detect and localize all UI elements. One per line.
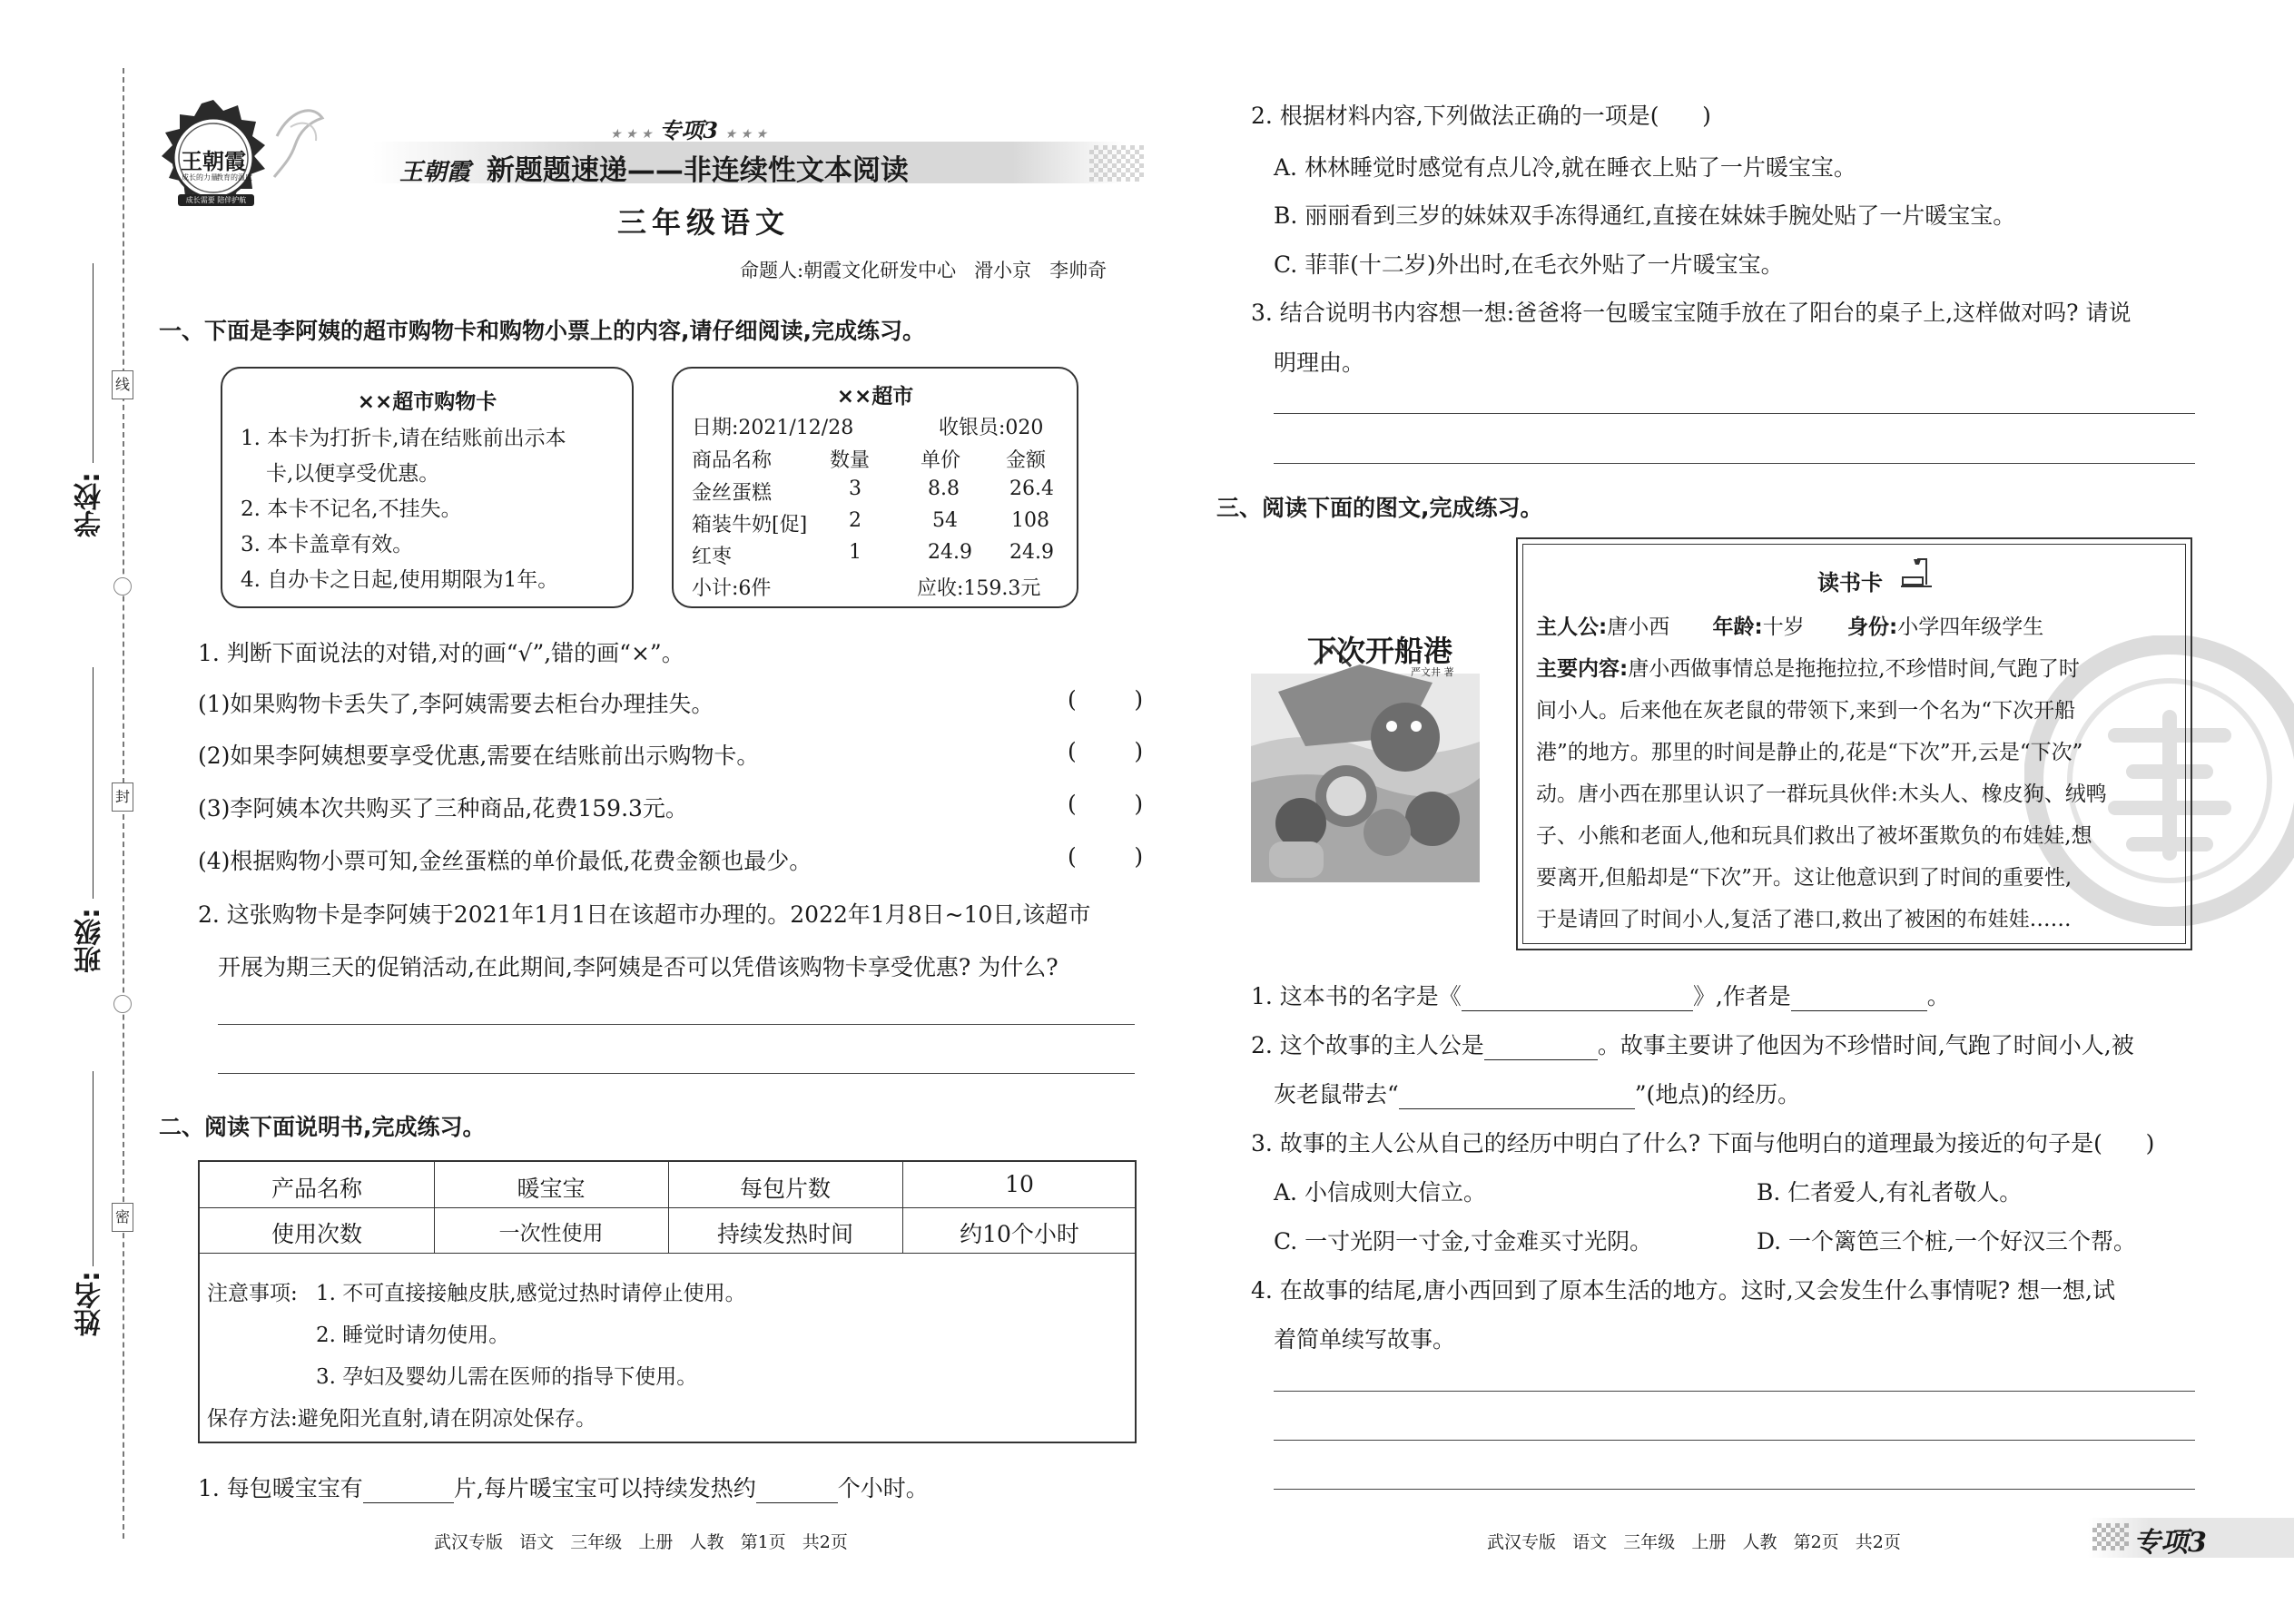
receipt-header: 单价 [921,449,961,472]
answer-line[interactable] [1274,1391,2195,1392]
binding-mark-secret: 密 [112,1203,133,1232]
card-item: 1. 本卡为打折卡,请在结账前出示本 [241,427,566,450]
page-title [399,147,909,188]
receipt-header: 数量 [830,449,871,472]
brand-logo [154,98,272,216]
table-cell: 10 [1005,1171,1034,1197]
school-underline[interactable] [93,263,94,463]
reading-card-content-line: 子、小熊和老面人,他和玩具们救出了被坏蛋欺负的布娃娃,想 [1536,824,2092,848]
lamp-icon [1899,554,1935,590]
ribbon-icon [272,100,327,182]
s3-question-3: 3. 故事的主人公从自己的经历中明白了什么? 下面与他明白的道理最为接近的句子是( ) [1251,1130,2155,1156]
answer-line[interactable] [1274,1440,2195,1441]
option: B. 仁者爱人,有礼者敬人。 [1757,1179,2023,1206]
school-label: 学校: [74,472,106,537]
table-row-divider [200,1207,1135,1208]
header-checker-decoration [1089,145,1144,182]
reading-card-meta: 主人公:唐小西 年龄:十岁 身份:小学四年级学生 [1536,615,2044,639]
binding-mark-line: 线 [112,370,133,399]
notes-label: 注意事项: [207,1282,298,1305]
book-cover-author: 严文井 著 [1411,666,1454,678]
receipt-cell: 红枣 [692,546,733,568]
answer-blank[interactable] [1399,1084,1635,1109]
receipt-cell: 3 [849,477,861,500]
binding-margin [0,0,163,1624]
reading-card-content-line: 于是请回了时间小人,复活了港口,救出了被困的布娃娃…… [1536,908,2072,931]
card-item: 卡,以便享受优惠。 [266,462,440,486]
reading-card-content-line: 港”的地方。那里的时间是静止的,花是“下次”开,云是“下次” [1536,741,2083,764]
brand-ribbon: 成长需要 陪伴护航 [178,194,254,206]
answer-line[interactable] [1274,1489,2195,1490]
footer-tag: 专项3 [2133,1527,2207,1559]
receipt-title: ××超市 [836,385,914,408]
instruction-table [198,1160,1137,1443]
card-item: 2. 本卡不记名,不挂失。 [241,497,462,521]
s1-q1-item: (1)如果购物卡丢失了,李阿姨需要去柜台办理挂失。 [198,691,714,717]
table-cell: 每包片数 [739,1176,831,1202]
option: C. 一寸光阴一寸金,寸金难买寸光阴。 [1274,1228,1653,1255]
reading-card-content: 主要内容:唐小西做事情总是拖拖拉拉,不珍惜时间,气跑了时 [1536,657,2080,681]
storage-method: 保存方法:避免阳光直射,请在阴凉处保存。 [207,1407,597,1431]
option: B. 丽丽看到三岁的妹妹双手冻得通红,直接在妹妹手腕处贴了一片暖宝宝。 [1274,202,2016,229]
receipt-cell: 1 [849,541,861,564]
receipt-cell: 8.8 [928,477,960,500]
receipt-total: 应收:159.3元 [917,577,1041,600]
shopping-card-title: ××超市购物卡 [357,390,497,414]
reading-card-content-line: 要离开,但船却是“下次”开。这让他意识到了时间的重要性, [1536,866,2072,890]
title-text: 新题题速递——非连续性文本阅读 [486,154,909,187]
s1-question-2-cont: 开展为期三天的促销活动,在此期间,李阿姨是否可以凭借该购物卡享受优惠? 为什么? [218,954,1058,980]
reading-card-title: 读书卡 [1817,570,1883,595]
table-cell: 约10个小时 [960,1221,1079,1247]
binding-hole-icon [113,995,132,1013]
option: D. 一个篱笆三个桩,一个好汉三个帮。 [1757,1228,2136,1255]
name-label: 姓名: [74,1271,106,1336]
answer-line[interactable] [1274,413,2195,414]
brand-name: 王朝霞 [181,148,246,174]
answer-blank[interactable] [756,1478,838,1503]
card-item: 4. 自办卡之日起,使用期限为1年。 [241,568,559,592]
reading-card-content-line: 动。唐小西在那里认识了一群玩具伙伴:木头人、橡皮狗、绒鸭 [1536,782,2107,806]
s3-question-1: 1. 这本书的名字是《 》,作者是 。 [1251,983,1950,1009]
footer-left: 武汉专版 语文 三年级 上册 人教 第1页 共2页 [434,1532,848,1552]
s2-question-2: 2. 根据材料内容,下列做法正确的一项是( ) [1251,103,1711,129]
header-ribbon-decoration [272,100,327,182]
table-cell: 暖宝宝 [517,1176,586,1202]
receipt-cell: 108 [1011,509,1049,532]
answer-line[interactable] [218,1024,1135,1025]
s1-question-2: 2. 这张购物卡是李阿姨于2021年1月1日在该超市办理的。2022年1月8日~10日,该超市 [198,901,1091,928]
receipt-cell: 2 [849,509,861,532]
title-brand: 王朝霞 [399,159,471,186]
table-cell: 一次性使用 [498,1222,604,1245]
note-item: 1. 不可直接接触皮肤,感觉过热时请停止使用。 [316,1282,746,1305]
s1-q1-item: (3)李阿姨本次共购买了三种商品,花费159.3元。 [198,795,688,822]
answer-paren[interactable]: ( ) [1068,686,1144,713]
star-icon: ★ ★ ★ [724,127,768,142]
receipt-cashier: 收银员:020 [939,417,1044,439]
s3-question-4: 4. 在故事的结尾,唐小西回到了原本生活的地方。这时,又会发生什么事情呢? 想一想,试 [1251,1277,2115,1304]
reading-card [1516,537,2192,950]
shopping-card [221,367,634,608]
table-cell: 使用次数 [271,1221,362,1247]
answer-blank[interactable] [1462,986,1693,1011]
authors: 命题人:朝霞文化研发中心 滑小京 李帅奇 [740,260,1108,281]
receipt-cell: 金丝蛋糕 [692,482,773,505]
note-item: 2. 睡觉时请勿使用。 [316,1324,510,1347]
receipt-cell: 26.4 [1009,477,1054,500]
option: A. 小信成则大信立。 [1274,1179,1486,1206]
footer-checker-decoration [2092,1523,2129,1550]
binding-mark-seal: 封 [112,782,133,812]
footer-right: 武汉专版 语文 三年级 上册 人教 第2页 共2页 [1487,1532,1901,1552]
answer-paren[interactable]: ( ) [1068,738,1144,764]
table-row-divider [200,1253,1135,1254]
star-icon: ★ ★ ★ [610,127,653,142]
name-underline[interactable] [93,1071,94,1266]
table-cell: 产品名称 [271,1176,362,1202]
brand-small-left: 成长的力量 [182,173,218,182]
brand-small-right: 教育的温度 [216,173,252,182]
s2-question-3-cont: 明理由。 [1274,349,1365,376]
s2-question-1: 1. 每包暖宝宝有 片,每片暖宝宝可以持续发热约 个小时。 [198,1475,929,1501]
receipt-date: 日期:2021/12/28 [692,417,854,439]
option: C. 菲菲(十二岁)外出时,在毛衣外贴了一片暖宝宝。 [1274,251,1784,278]
receipt-cell: 24.9 [1009,541,1054,564]
answer-paren[interactable]: ( ) [1068,843,1144,870]
s1-q1-item: (2)如果李阿姨想要享受优惠,需要在结账前出示购物卡。 [198,743,760,769]
answer-blank[interactable] [1791,986,1927,1011]
class-underline[interactable] [93,667,94,899]
s3-question-2-cont: 灰老鼠带去“ ”(地点)的经历。 [1274,1081,1801,1107]
book-cover [1251,610,1480,882]
topic-tag: ★ ★ ★ 专项3 ★ ★ ★ [610,117,768,143]
note-item: 3. 孕妇及婴幼儿需在医师的指导下使用。 [316,1365,698,1389]
card-item: 3. 本卡盖章有效。 [241,533,414,556]
s1-question-1: 1. 判断下面说法的对错,对的画“√”,错的画“×”。 [198,640,684,666]
binding-hole-icon [113,577,132,595]
receipt-cell: 24.9 [928,541,972,564]
answer-blank[interactable] [1484,1035,1598,1060]
section2-heading: 二、阅读下面说明书,完成练习。 [159,1114,486,1140]
section3-heading: 三、阅读下面的图文,完成练习。 [1216,495,1543,521]
table-cell: 持续发热时间 [716,1221,853,1247]
receipt-header: 金额 [1006,449,1047,472]
answer-blank[interactable] [363,1478,454,1503]
receipt [672,367,1078,608]
receipt-subtotal: 小计:6件 [692,577,772,600]
s3-question-4-cont: 着简单续写故事。 [1274,1326,1456,1353]
section1-heading: 一、下面是李阿姨的超市购物卡和购物小票上的内容,请仔细阅读,完成练习。 [159,318,925,344]
s2-question-3: 3. 结合说明书内容想一想:爸爸将一包暖宝宝随手放在了阳台的桌子上,这样做对吗? 请说 [1251,300,2132,326]
reading-card-content-line: 间小人。后来他在灰老鼠的带领下,来到一个名为“下次开船 [1536,699,2076,723]
class-label: 班级: [74,908,106,973]
receipt-cell: 箱装牛奶[促] [692,514,808,536]
answer-line[interactable] [1274,463,2195,464]
answer-paren[interactable]: ( ) [1068,791,1144,817]
book-cover-title: 下次开船港 [1307,634,1453,668]
answer-line[interactable] [218,1073,1135,1074]
receipt-header: 商品名称 [692,449,773,472]
s1-q1-item: (4)根据购物小票可知,金丝蛋糕的单价最低,花费金额也最少。 [198,848,812,874]
subject-title: 三年级语文 [617,205,791,240]
receipt-cell: 54 [932,509,958,532]
option: A. 林林睡觉时感觉有点儿冷,就在睡衣上贴了一片暖宝宝。 [1274,154,1856,181]
s3-question-2: 2. 这个故事的主人公是 。故事主要讲了他因为不珍惜时间,气跑了时间小人,被 [1251,1032,2134,1058]
